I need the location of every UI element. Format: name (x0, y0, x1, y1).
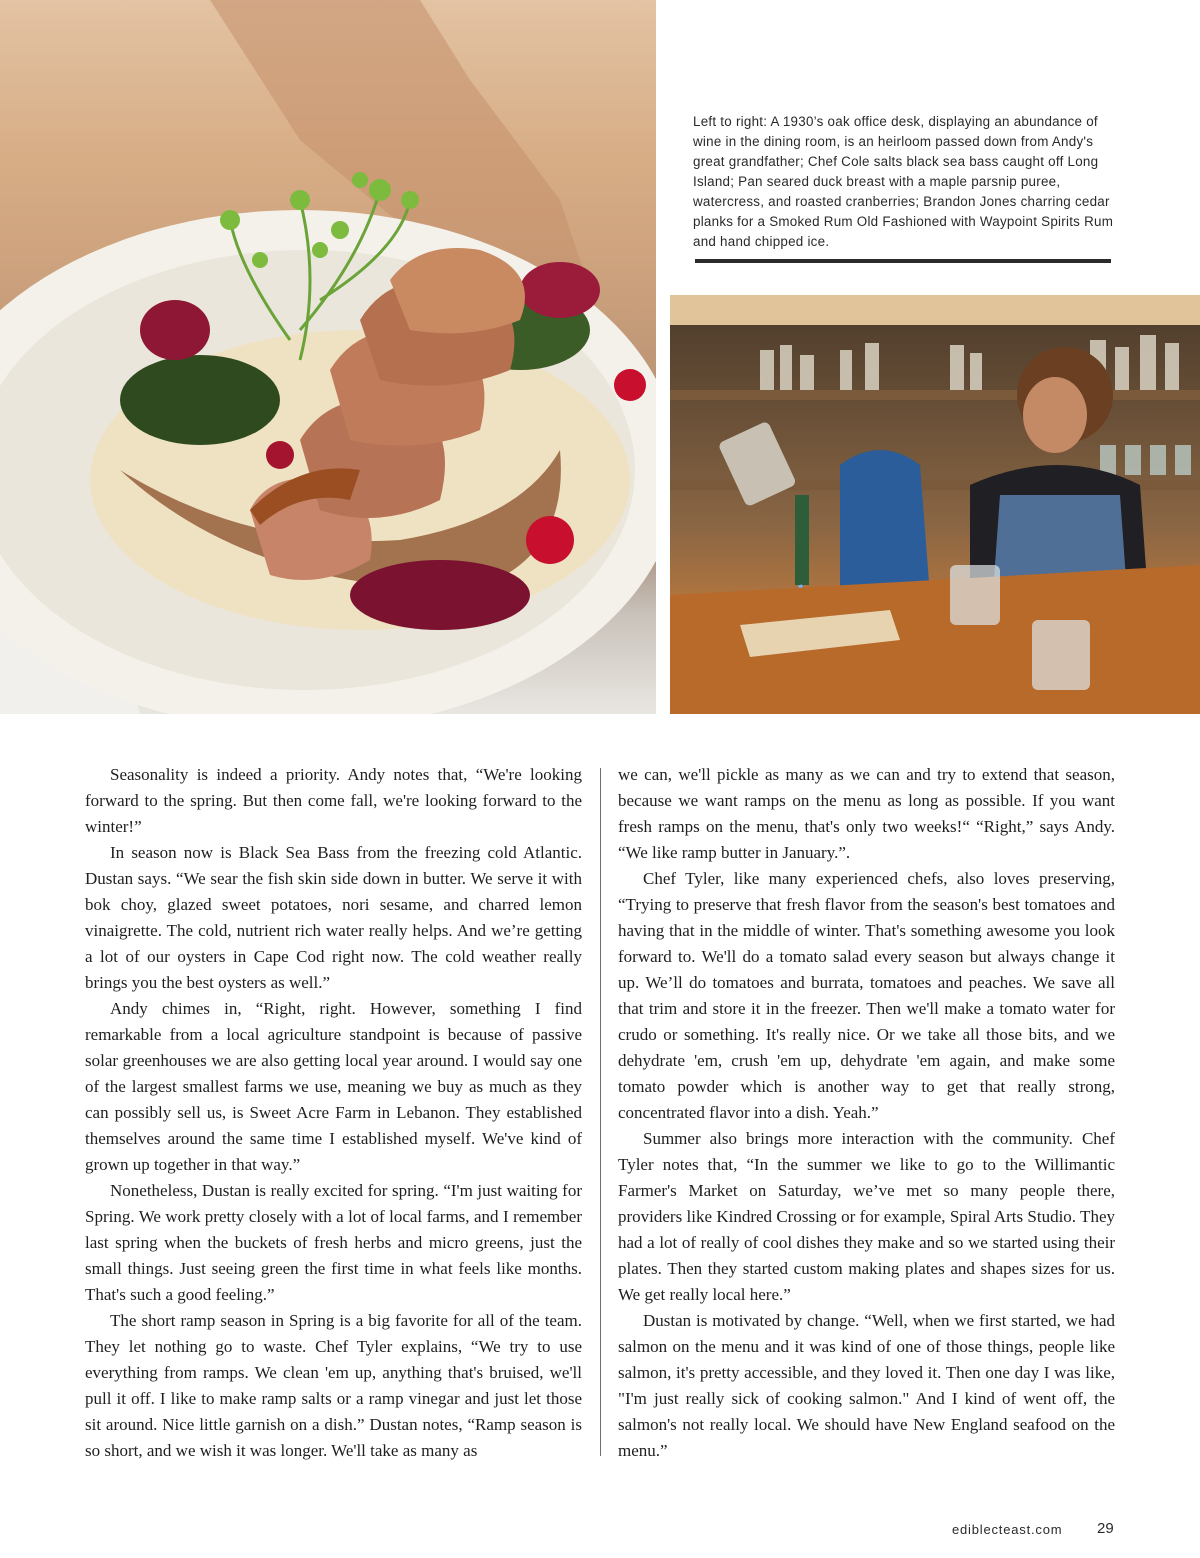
paragraph: Seasonality is indeed a priority. Andy notes that, “We're looking forward to the spring. But then come fall, we're looking forward to the winter!” (85, 765, 582, 836)
column-divider (600, 768, 601, 1456)
footer-website: ediblecteast.com (952, 1522, 1063, 1537)
paragraph: The short ramp season in Spring is a big favorite for all of the team. They let nothing go to waste. Chef Tyler explains, “We try to use everything from ramps. We clean 'em up, anything that's bruised, we'll pull it off. I like to make ramp salts or a ramp vinegar and just let those sit around. Nice little garnish on a dish.” Dustan notes, “Ramp season is so short, and we wish it was longer. We'll take as many as (85, 1311, 582, 1460)
right-text-column (618, 762, 1115, 1464)
paragraph: Dustan is motivated by change. “Well, when we first started, we had salmon on the menu and it was kind of one of those things, people like salmon, it's pretty accessible, and they loved it. Then one day I was like, "I'm just really sick of cooking salmon." And I kind of went off, the salmon's not really local. We should have New England seafood on the menu.” (618, 1311, 1115, 1460)
page-number: 29 (1097, 1520, 1114, 1537)
caption-rule (695, 259, 1111, 263)
paragraph: Chef Tyler, like many experienced chefs, also loves preserving, “Trying to preserve that fresh flavor from the season's best tomatoes and having that in the middle of winter. That's something awesome you look forward to. We'll do a tomato salad every season but always change it up. We’ll do tomatoes and burrata, tomatoes and peaches. We save all that trim and store it in the freezer. Then we'll make a tomato water for crudo or something. It's really nice. Or we take all those bits, and we dehydrate 'em, crush 'em up, dehydrate 'em again, and make some tomato powder which is another way to get that really strong, concentrated flavor into a dish. Yeah.” (618, 869, 1115, 1122)
paragraph: Andy chimes in, “Right, right. However, something I find remarkable from a local agriculture standpoint is because of passive solar greenhouses we are also getting local year around. I would say one of the largest smallest farms we use, meaning we buy as much as they can possibly sell us, is Sweet Acre Farm in Lebanon. They established themselves around the same time I established myself. We've kind of grown up together in that way.” (85, 999, 582, 1174)
duck-dish-photo (0, 0, 656, 714)
paragraph: In season now is Black Sea Bass from the freezing cold Atlantic. Dustan says. “We sear the fish skin side down in butter. We serve it with bok choy, glazed sweet potatoes, nori sesame, and charred lemon vinaigrette. The cold, nutrient rich water really helps. And we’re getting a lot of our oysters in Cape Cod right now. The cold weather really brings you the best oysters as well.” (85, 843, 582, 992)
paragraph: Nonetheless, Dustan is really excited for spring. “I'm just waiting for Spring. We work pretty closely with a lot of local farms, and I remember last spring when the buckets of fresh herbs and micro greens, just the small things. Just seeing green the first time in what feels like months. That's such a good feeling.” (85, 1181, 582, 1304)
left-text-column (85, 762, 582, 1464)
paragraph: we can, we'll pickle as many as we can and try to extend that season, because we want ramps on the menu as long as possible. If you want fresh ramps on the menu, that's only two weeks!“ “Right,” says Andy. “We like ramp butter in January.”. (618, 765, 1115, 862)
paragraph: Summer also brings more interaction with the community. Chef Tyler notes that, “In the summer we like to go to the Willimantic Farmer's Market on Saturday, we’ve met so many people there, providers like Kindred Crossing or for example, Spiral Arts Studio. They had a lot of really of cool dishes they make and so we started using their plates. Then they started custom making plates and shapes sizes for us. We get really local here.” (618, 1129, 1115, 1304)
bartender-photo (670, 295, 1200, 714)
photo-caption: Left to right: A 1930’s oak office desk, displaying an abundance of wine in the dining room, is an heirloom passed down from Andy's great grandfather; Chef Cole salts black sea bass caught off Long Island; Pan seared duck breast with a maple parsnip puree, watercress, and roasted cranberries; Brandon Jones charring cedar planks for a Smoked Rum Old Fashioned with Waypoint Spirits Rum and hand chipped ice. (693, 114, 1114, 249)
